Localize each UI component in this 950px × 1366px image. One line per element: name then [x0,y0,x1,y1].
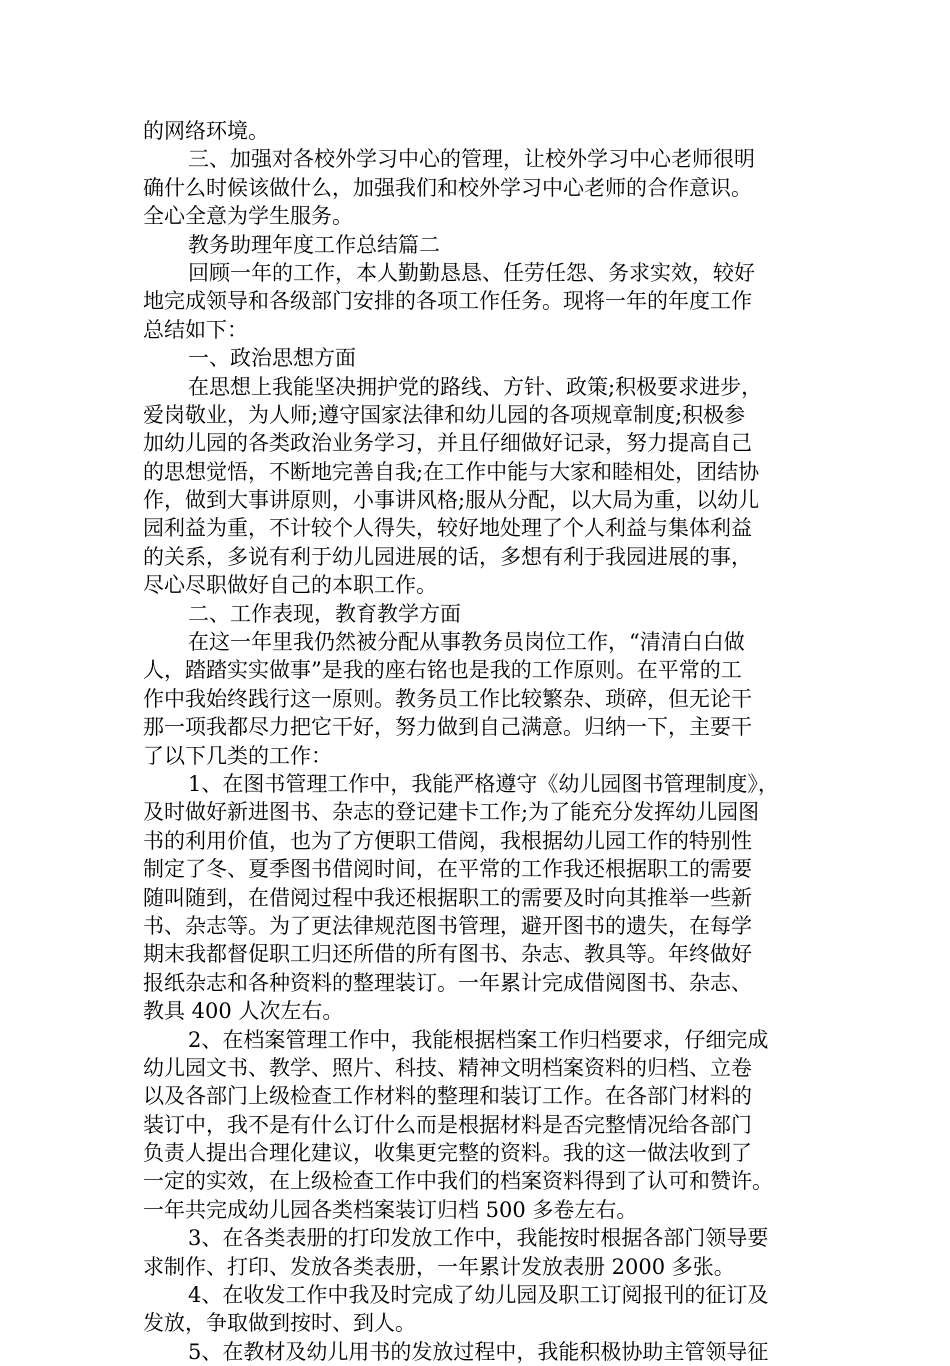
text-line: 确什么时候该做什么，加强我们和校外学习中心老师的合作意识。 [143,175,752,200]
text-line: 在思想上我能坚决拥护党的路线、方针、政策;积极要求进步， [188,374,763,399]
text-line: 那一项我都尽力把它干好，努力做到自己满意。归纳一下，主要干 [143,715,752,740]
text-line: 园利益为重，不计较个人得失，较好地处理了个人利益与集体利益 [143,516,752,541]
text-line: 书、杂志等。为了更法律规范图书管理，避开图书的遗失，在每学 [143,913,752,938]
text-line: 4、在收发工作中我及时完成了幼儿园及职工订阅报刊的征订及 [188,1283,769,1308]
text-line: 求制作、打印、发放各类表册，一年累计发放表册 2000 多张。 [143,1254,735,1279]
text-line: 1、在图书管理工作中，我能严格遵守《幼儿园图书管理制度》， [188,771,779,796]
text-line: 及时做好新进图书、杂志的登记建卡工作;为了能充分发挥幼儿园图 [143,800,760,825]
text-line: 报纸杂志和各种资料的整理装订。一年累计完成借阅图书、杂志、 [143,970,752,995]
text-line: 书的利用价值，也为了方便职工借阅，我根据幼儿园工作的特别性 [143,828,752,853]
text-line: 二、工作表现，教育教学方面 [188,601,461,626]
text-line: 幼儿园文书、教学、照片、科技、精神文明档案资料的归档、立卷 [143,1055,752,1080]
text-line: 发放，争取做到按时、到人。 [143,1311,416,1336]
text-line: 作，做到大事讲原则，小事讲风格;服从分配，以大局为重，以幼儿 [143,488,760,513]
text-line: 教务助理年度工作总结篇二 [188,232,440,257]
text-line: 总结如下： [143,317,248,342]
text-line: 爱岗敬业，为人师;遵守国家法律和幼儿园的各项规章制度;积极参 [143,402,746,427]
text-line: 的关系，多说有利于幼儿园进展的话，多想有利于我园进展的事， [143,544,752,569]
text-line: 尽心尽职做好自己的本职工作。 [143,573,437,598]
document-body [143,117,807,1366]
text-line: 期末我都督促职工归还所借的所有图书、杂志、教具等。年终做好 [143,942,752,967]
text-line: 5、在教材及幼儿用书的发放过程中，我能积极协助主管领导征 [188,1339,769,1364]
text-line: 作中我始终践行这一原则。教务员工作比较繁杂、琐碎，但无论干 [143,686,752,711]
text-line: 一年共完成幼儿园各类档案装订归档 500 多卷左右。 [143,1197,638,1222]
text-line: 制定了冬、夏季图书借阅时间，在平常的工作我还根据职工的需要 [143,857,752,882]
text-line: 回顾一年的工作，本人勤勤恳恳、任劳任怨、务求实效，较好 [188,260,755,285]
text-line: 地完成领导和各级部门安排的各项工作任务。现将一年的年度工作 [143,289,752,314]
text-line: 的思想觉悟，不断地完善自我;在工作中能与大家和睦相处，团结协 [143,459,760,484]
text-line: 人，踏踏实实做事”是我的座右铭也是我的工作原则。在平常的工 [143,658,742,683]
text-line: 在这一年里我仍然被分配从事教务员岗位工作，“清清白白做 [188,630,745,655]
text-line: 3、在各类表册的打印发放工作中，我能按时根据各部门领导要 [188,1226,769,1251]
text-line: 装订中，我不是有什么订什么而是根据材料是否完整情况给各部门 [143,1112,752,1137]
text-line: 加幼儿园的各类政治业务学习，并且仔细做好记录，努力提高自己 [143,431,752,456]
text-line: 2、在档案管理工作中，我能根据档案工作归档要求，仔细完成 [188,1027,769,1052]
text-line: 一、政治思想方面 [188,346,356,371]
text-line: 教具 400 人次左右。 [143,999,344,1024]
text-line: 一定的实效，在上级检查工作中我们的档案资料得到了认可和赞许。 [143,1169,773,1194]
text-line: 了以下几类的工作： [143,743,332,768]
text-line: 负责人提出合理化建议，收集更完整的资料。我的这一做法收到了 [143,1141,752,1166]
text-line: 的网络环境。 [143,119,269,143]
text-line: 以及各部门上级检查工作材料的整理和装订工作。在各部门材料的 [143,1084,752,1109]
text-line: 随叫随到，在借阅过程中我还根据职工的需要及时向其推举一些新 [143,885,752,910]
text-line: 三、加强对各校外学习中心的管理，让校外学习中心老师很明 [188,147,755,172]
text-line: 全心全意为学生服务。 [143,204,353,229]
